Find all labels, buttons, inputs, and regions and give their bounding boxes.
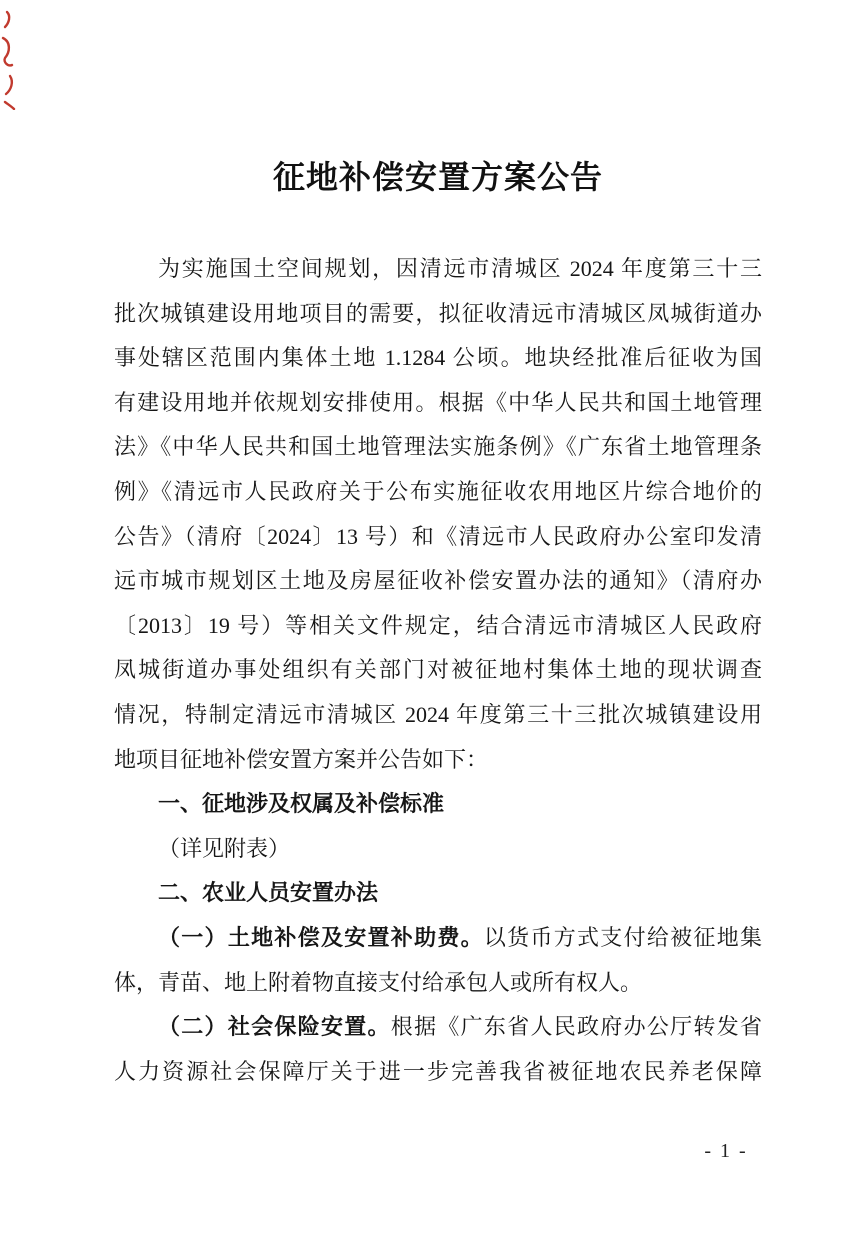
page-title: 征地补偿安置方案公告 (272, 159, 603, 195)
body-line (114, 1005, 762, 1050)
body-line: 情况，特制定清远市清城区 2024 年度第三十三批次城镇建设用 (114, 701, 762, 727)
body-line (114, 916, 762, 961)
bold-run: （一）土地补偿及安置补助费。 (158, 924, 484, 950)
body-line: 法》《中华人民共和国土地管理法实施条例》《广东省土地管理条 (114, 434, 762, 460)
section-heading-1: 一、征地涉及权属及补偿标准 (158, 791, 445, 817)
body-line: 为实施国土空间规划，因清远市清城区 2024 年度第三十三 (158, 256, 762, 281)
body-line: 人力资源社会保障厅关于进一步完善我省被征地农民养老保障 (114, 1058, 762, 1084)
body-line: 凤城街道办事处组织有关部门对被征地村集体土地的现状调查 (114, 657, 762, 683)
text-run: 根据《广东省人民政府办公厅转发省 (390, 1014, 762, 1040)
body-line: 有建设用地并依规划安排使用。根据《中华人民共和国土地管理 (114, 389, 762, 415)
text-run: 以货币方式支付给被征地集 (483, 924, 762, 950)
body-line: 远市城市规划区土地及房屋征收补偿安置办法的通知》（清府办 (114, 568, 762, 594)
body-line: 事处辖区范围内集体土地 1.1284 公顷。地块经批准后征收为国 (114, 345, 762, 371)
bold-run: （二）社会保险安置。 (158, 1014, 391, 1040)
body-line: 地项目征地补偿安置方案并公告如下： (114, 746, 489, 772)
page-number: - 1 - (704, 1140, 748, 1162)
body-line: 例》《清远市人民政府关于公布实施征收农用地区片综合地价的 (114, 478, 762, 504)
body-line: 批次城镇建设用地项目的需要，拟征收清远市清城区凤城街道办 (114, 300, 762, 326)
body-line: 〔2013〕19 号）等相关文件规定，结合清远市清城区人民政府 (114, 612, 762, 638)
red-pen-marks-icon (0, 8, 26, 110)
body-line: 体，青苗、地上附着物直接支付给承包人或所有权人。 (114, 969, 643, 995)
section-heading-2: 二、农业人员安置办法 (158, 880, 379, 906)
document-body (114, 247, 762, 1094)
body-line: 公告》（清府〔2024〕13 号）和《清远市人民政府办公室印发清 (114, 523, 762, 549)
body-line: （详见附表） (158, 835, 291, 861)
